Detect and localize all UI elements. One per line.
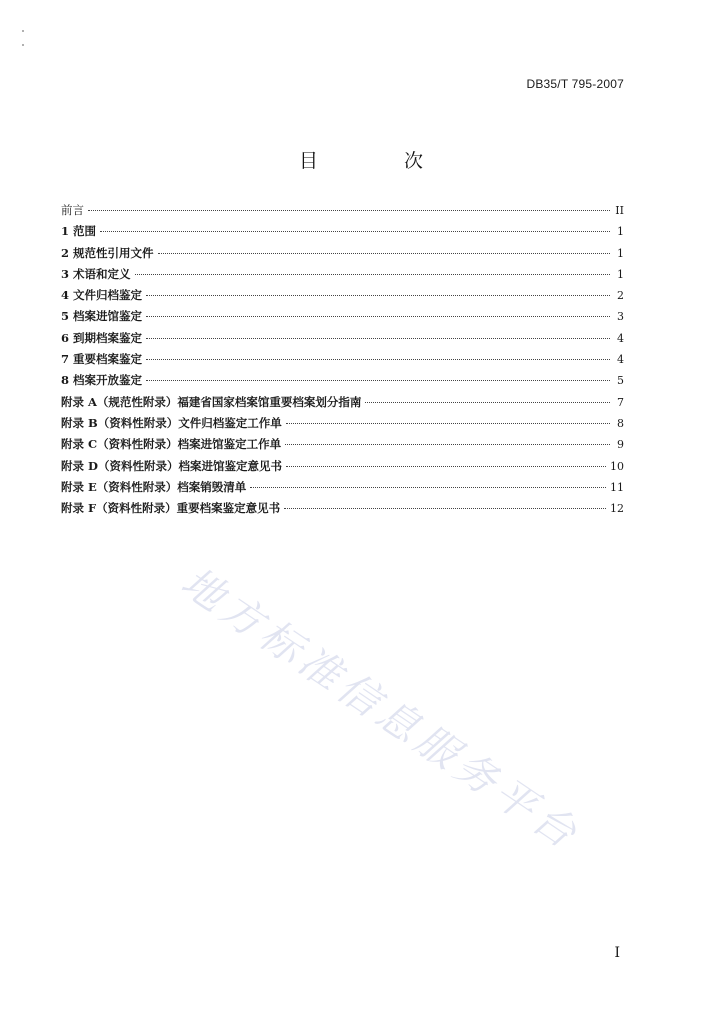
toc-entry[interactable] xyxy=(61,477,624,498)
table-of-contents xyxy=(61,200,624,519)
toc-entry[interactable] xyxy=(61,456,624,477)
toc-entry[interactable] xyxy=(61,434,624,455)
toc-entry[interactable] xyxy=(61,243,624,264)
toc-entry-label: 附录 C（资料性附录）档案进馆鉴定工作单 xyxy=(61,437,282,452)
toc-entry-page: 7 xyxy=(617,395,624,409)
toc-leader-dots xyxy=(250,487,606,488)
toc-entry[interactable] xyxy=(61,285,624,306)
toc-entry-page: 4 xyxy=(617,353,624,367)
toc-entry[interactable] xyxy=(61,200,624,221)
toc-entry-label: 附录 F（资料性附录）重要档案鉴定意见书 xyxy=(61,501,281,516)
toc-entry[interactable] xyxy=(61,328,624,349)
toc-leader-dots xyxy=(146,359,610,360)
toc-entry-page: 1 xyxy=(617,225,624,239)
toc-entry-label: 8 档案开放鉴定 xyxy=(61,373,143,388)
watermark: 地方标准信息服务平台 xyxy=(172,557,590,861)
toc-entry-label: 1 范围 xyxy=(61,224,97,239)
toc-entry-label: 2 规范性引用文件 xyxy=(61,245,154,260)
toc-entry[interactable] xyxy=(61,370,624,391)
toc-leader-dots xyxy=(146,295,610,296)
toc-entry[interactable] xyxy=(61,221,624,242)
scan-speck xyxy=(22,44,24,46)
toc-leader-dots xyxy=(146,380,610,381)
toc-leader-dots xyxy=(88,210,610,211)
toc-entry[interactable] xyxy=(61,264,624,285)
toc-entry[interactable] xyxy=(61,349,624,370)
toc-entry-label: 7 重要档案鉴定 xyxy=(61,352,143,367)
toc-title: 目 次 xyxy=(298,150,464,172)
toc-leader-dots xyxy=(135,274,610,275)
toc-entry-label: 附录 A（规范性附录）福建省国家档案馆重要档案划分指南 xyxy=(61,394,362,409)
document-code: DB35/T 795-2007 xyxy=(526,77,624,91)
toc-leader-dots xyxy=(365,402,610,403)
toc-entry-page: 12 xyxy=(610,502,624,516)
toc-entry[interactable] xyxy=(61,413,624,434)
scan-speck xyxy=(22,30,24,32)
toc-entry-page: 8 xyxy=(617,416,624,430)
toc-entry-page: 9 xyxy=(617,438,624,452)
toc-entry-label: 6 到期档案鉴定 xyxy=(61,330,143,345)
toc-entry-label: 附录 D（资料性附录）档案进馆鉴定意见书 xyxy=(61,458,282,473)
toc-entry-page: 4 xyxy=(617,331,624,345)
toc-entry-label: 附录 E（资料性附录）档案销毁清单 xyxy=(61,479,247,494)
toc-entry-label: 3 术语和定义 xyxy=(61,266,131,281)
toc-entry-label: 附录 B（资料性附录）文件归档鉴定工作单 xyxy=(61,415,282,430)
toc-leader-dots xyxy=(286,466,606,467)
toc-entry-page: 10 xyxy=(610,459,624,473)
toc-entry-label: 5 档案进馆鉴定 xyxy=(61,309,143,324)
toc-entry-page: 11 xyxy=(610,480,624,494)
toc-entry-page: 1 xyxy=(617,267,624,281)
toc-leader-dots xyxy=(284,508,606,509)
toc-entry-label: 4 文件归档鉴定 xyxy=(61,288,143,303)
toc-leader-dots xyxy=(158,253,610,254)
toc-entry[interactable] xyxy=(61,306,624,327)
toc-leader-dots xyxy=(285,444,610,445)
page-number: I xyxy=(614,945,620,961)
toc-leader-dots xyxy=(286,423,610,424)
toc-entry-label: 前言 xyxy=(61,203,84,217)
toc-entry-page: 3 xyxy=(617,310,624,324)
toc-entry-page: 1 xyxy=(617,246,624,260)
toc-entry[interactable] xyxy=(61,498,624,519)
toc-entry-page: II xyxy=(615,204,624,217)
toc-entry-page: 5 xyxy=(617,374,624,388)
toc-entry-page: 2 xyxy=(617,289,624,303)
toc-leader-dots xyxy=(100,231,610,232)
toc-leader-dots xyxy=(146,316,610,317)
toc-entry[interactable] xyxy=(61,392,624,413)
toc-leader-dots xyxy=(146,338,610,339)
